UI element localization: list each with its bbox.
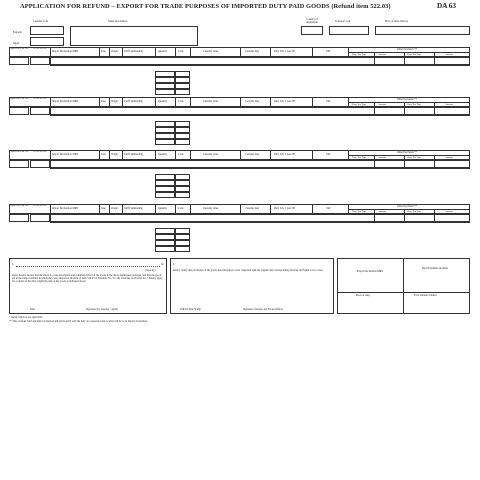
serial-no-field[interactable]: [30, 214, 50, 222]
certify-text: hereby certify that particulars of the goods described above were compared with the original and corresponding invoices and found to be correct.: [173, 269, 324, 272]
exporter-code-field[interactable]: [30, 26, 64, 35]
origin-label: Origin: [111, 50, 118, 53]
name-address-field[interactable]: [70, 26, 198, 46]
tariff-label: Tariff Subheading: [124, 100, 143, 103]
note-2: ** This excludes VAT and must be inserted and (extra-paid) with the duty on a separate form to what will be to an import declaration.: [9, 320, 148, 323]
line-label: Line: [101, 50, 106, 53]
code-label: Code: [178, 50, 184, 53]
duty-tax-type-label: Duty Tax Type: [407, 210, 422, 213]
code-box[interactable]: [175, 139, 190, 145]
code-box[interactable]: [155, 192, 175, 198]
amount-label: Amount: [378, 156, 386, 159]
other-payments-column-divider: [404, 209, 405, 222]
declaration-for: for: [161, 263, 165, 266]
other-payments-column-divider: [434, 209, 435, 222]
item-data-row[interactable]: [50, 160, 470, 168]
other-payments-column-divider: [434, 102, 435, 115]
tariff-label: Tariff Subheading: [124, 50, 143, 53]
quantity-label: Quantity: [158, 153, 168, 156]
customs-value-label: Customs value: [203, 207, 219, 210]
vat-label: VAT: [326, 50, 331, 53]
country-destination-field[interactable]: [301, 26, 323, 35]
other-payments-column-divider: [374, 155, 375, 168]
quantity-label: Quantity: [158, 207, 168, 210]
declaration-capacity: (capacity): [145, 269, 156, 272]
export-line-field[interactable]: [9, 160, 29, 168]
da63-number-label: DA 63 Number and Date: [422, 267, 448, 270]
line-label: Line: [101, 207, 106, 210]
customs-code-label: Customs Code: [33, 20, 49, 23]
transport-code-label: Transport code: [335, 20, 351, 23]
customs-duty-label: Customs duty: [245, 153, 260, 156]
other-payments-label: Other Payments **: [397, 205, 417, 208]
serial-no-label: DA 63 Ser No.: [33, 48, 47, 50]
other-payments-column-divider: [434, 155, 435, 168]
place-of-entry-field[interactable]: [375, 26, 470, 35]
other-payments-label: Other Payments **: [397, 98, 417, 101]
export-line-label: Export Bill Line No.: [9, 98, 29, 100]
duty-tax-type-label: Duty Tax Type: [352, 156, 367, 159]
quantity-label: Quantity: [158, 100, 168, 103]
marks-description-area[interactable]: [50, 115, 470, 121]
footer-right-divider: [403, 258, 404, 314]
customs-duty-label: Customs duty: [245, 100, 260, 103]
export-line-label: Export Bill Line No.: [9, 48, 29, 50]
origin-label: Origin: [111, 207, 118, 210]
other-payments-column-divider: [374, 209, 375, 222]
other-payments-column-divider: [404, 155, 405, 168]
customs-value-label: Customs value: [203, 153, 219, 156]
code-box[interactable]: [175, 246, 190, 252]
import-decl-label: Import Declaration MRN: [52, 207, 79, 210]
amount-label: Amount: [378, 210, 386, 213]
code-box[interactable]: [175, 192, 190, 198]
export-decl-mrn-label: Export Declaration MRN: [356, 270, 384, 273]
marks-description-area[interactable]: [50, 65, 470, 71]
item-data-row[interactable]: [50, 214, 470, 222]
date-label: Date: [30, 308, 35, 311]
code-box[interactable]: [175, 89, 190, 95]
export-line-field[interactable]: [9, 107, 29, 115]
total-amount-label: Total amount claimed: [414, 294, 437, 297]
origin-label: Origin: [111, 100, 118, 103]
declaration-text: agent, hereby declare that the above is a true description and complete extract of the goods in the above mentioned packages, and that the goods are in the same condition in which they were imported. In terms of Item 522.03 of Schedule No. 5 to the Customs and Excise Act, I hereby apply for a refund of the duty originally paid on the goods as indicated above.: [12, 274, 163, 283]
duty-tax-type-label: Duty Tax Type: [407, 103, 422, 106]
exporter-label: Exporter: [13, 31, 23, 34]
export-line-field[interactable]: [9, 214, 29, 222]
form-number: DA 63: [437, 2, 456, 10]
footer-right-hline: [337, 292, 470, 293]
country-destination-label: Country of destination: [306, 18, 318, 24]
code-label: Code: [178, 207, 184, 210]
amount-label: Amount: [445, 53, 453, 56]
note-1: * Delete which is not applicable.: [9, 316, 43, 319]
serial-no-field[interactable]: [30, 107, 50, 115]
amount-label: Amount: [378, 103, 386, 106]
duty-sch-label: Duty Sch. 1 part 2B: [274, 207, 295, 210]
serial-no-field[interactable]: [30, 160, 50, 168]
item-data-row[interactable]: [50, 57, 470, 65]
vat-label: VAT: [326, 153, 331, 156]
official-date-label: Official Date Stamp: [180, 308, 201, 311]
customs-duty-label: Customs duty: [245, 207, 260, 210]
import-decl-label: Import Declaration MRN: [52, 153, 79, 156]
duty-tax-type-label: Duty Tax Type: [352, 103, 367, 106]
other-payments-label: Other Payments **: [397, 48, 417, 51]
certification-box: [170, 258, 334, 314]
serial-no-label: DA 63 Ser No.: [33, 151, 47, 153]
export-line-label: Export Bill Line No.: [9, 205, 29, 207]
serial-no-label: DA 63 Ser No.: [33, 98, 47, 100]
line-label: Line: [101, 153, 106, 156]
item-data-row[interactable]: [50, 107, 470, 115]
export-line-field[interactable]: [9, 57, 29, 65]
amount-label: Amount: [445, 103, 453, 106]
customs-value-label: Customs value: [203, 100, 219, 103]
tariff-label: Tariff Subheading: [124, 207, 143, 210]
marks-description-area[interactable]: [50, 168, 470, 174]
other-payments-column-divider: [404, 102, 405, 115]
signature-label: Signature (by exporter / agent): [86, 308, 118, 311]
declarant-name-line: [16, 266, 160, 267]
certify-i: I,: [173, 263, 175, 266]
duty-sch-label: Duty Sch. 1 part 2B: [274, 153, 295, 156]
other-payments-column-divider: [374, 52, 375, 65]
place-of-entry-label: Place of final delivery: [385, 20, 408, 23]
amount-label: Amount: [378, 53, 386, 56]
vat-label: VAT: [326, 100, 331, 103]
code-box[interactable]: [155, 89, 175, 95]
import-decl-label: Import Declaration MRN: [52, 100, 79, 103]
duty-tax-type-label: Duty Tax Type: [352, 53, 367, 56]
agent-code-field[interactable]: [30, 37, 64, 46]
code-box[interactable]: [155, 139, 175, 145]
duty-tax-type-label: Duty Tax Type: [352, 210, 367, 213]
code-label: Code: [178, 100, 184, 103]
duty-sch-label: Duty Sch. 1 part 2B: [274, 50, 295, 53]
quantity-label: Quantity: [158, 50, 168, 53]
name-address-label: Name and Address: [108, 20, 128, 23]
amount-label: Amount: [445, 156, 453, 159]
other-payments-column-divider: [374, 102, 375, 115]
place-of-entry-footer-label: Place of entry: [356, 294, 371, 297]
transport-code-field[interactable]: [329, 26, 369, 35]
serial-no-field[interactable]: [30, 57, 50, 65]
declaration-i: I,: [12, 263, 14, 266]
form-title: APPLICATION FOR REFUND – EXPORT FOR TRADE PURPOSES OF IMPORTED DUTY PAID GOODS (Refund item 522.03): [20, 3, 391, 10]
customs-value-label: Customs value: [203, 50, 219, 53]
officer-signature-label: Signature Customs and Excise Officer: [243, 308, 283, 311]
code-box[interactable]: [155, 246, 175, 252]
marks-description-area[interactable]: [50, 222, 470, 228]
origin-label: Origin: [111, 153, 118, 156]
agent-label: Agent: [13, 42, 20, 45]
export-line-label: Export Bill Line No.: [9, 151, 29, 153]
line-label: Line: [101, 100, 106, 103]
other-payments-column-divider: [434, 52, 435, 65]
vat-label: VAT: [326, 207, 331, 210]
duty-tax-type-label: Duty Tax Type: [407, 156, 422, 159]
amount-label: Amount: [445, 210, 453, 213]
code-label: Code: [178, 153, 184, 156]
duty-sch-label: Duty Sch. 1 part 2B: [274, 100, 295, 103]
tariff-label: Tariff Subheading: [124, 153, 143, 156]
import-decl-label: Import Declaration MRN: [52, 50, 79, 53]
duty-tax-type-label: Duty Tax Type: [407, 53, 422, 56]
other-payments-label: Other Payments **: [397, 151, 417, 154]
serial-no-label: DA 63 Ser No.: [33, 205, 47, 207]
customs-duty-label: Customs duty: [245, 50, 260, 53]
other-payments-column-divider: [404, 52, 405, 65]
